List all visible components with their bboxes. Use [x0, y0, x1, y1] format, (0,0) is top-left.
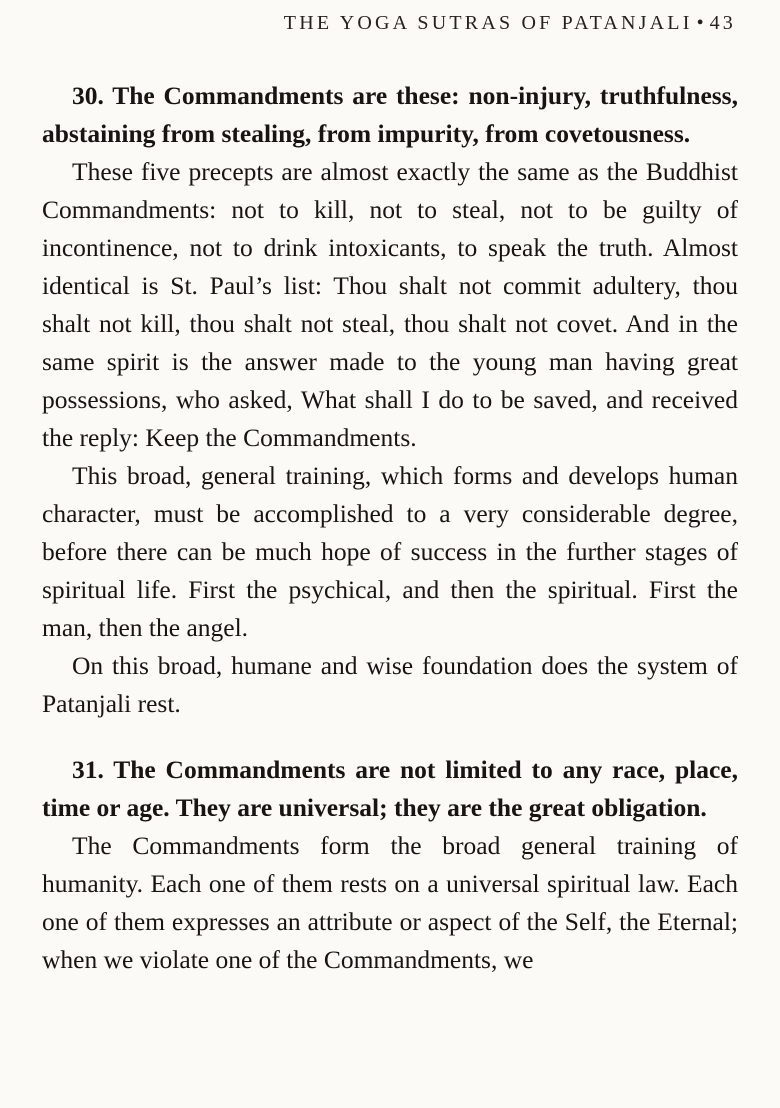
- header-bullet-separator: •: [696, 12, 704, 34]
- running-header-title: THE YOGA SUTRAS OF PATANJALI: [283, 12, 693, 34]
- running-header: [42, 12, 738, 35]
- page-body: [42, 77, 738, 979]
- sutra-30-heading: 30. The Commandments are these: non-injury, truthfulness, abstaining from stealing, from impurity, from covetousness.: [42, 81, 738, 148]
- paragraph-commandments-universal-law: The Commandments form the broad general training of humanity. Each one of them rests on a universal spiritual law. Each one of them expresses an attribute or aspect of the Self, the Eternal; when we violate one of the Commandments, we: [42, 831, 738, 974]
- paragraph-buddhist-commandments: These five precepts are almost exactly the same as the Buddhist Commandments: not to kill, not to steal, not to be guilty of incontinence, not to drink intoxicants, to speak the truth. Almost identical is St. Paul’s list: Thou shalt not commit adultery, thou shalt not kill, thou shalt not steal, thou shalt not covet. And in the same spirit is the answer made to the young man having great possessions, who asked, What shall I do to be saved, and received the reply: Keep the Commandments.: [42, 157, 738, 452]
- page-number: 43: [709, 12, 736, 34]
- paragraph-foundation: On this broad, humane and wise foundation does the system of Patanjali rest.: [42, 651, 738, 718]
- paragraph-broad-general-training: This broad, general training, which forms and develops human character, must be accomplished to a very considerable degree, before there can be much hope of success in the further stages of spiritual life. First the psychical, and then the spiritual. First the man, then the angel.: [42, 461, 738, 642]
- sutra-31-heading: 31. The Commandments are not limited to any race, place, time or age. They are universal; they are the great obligation.: [42, 755, 738, 822]
